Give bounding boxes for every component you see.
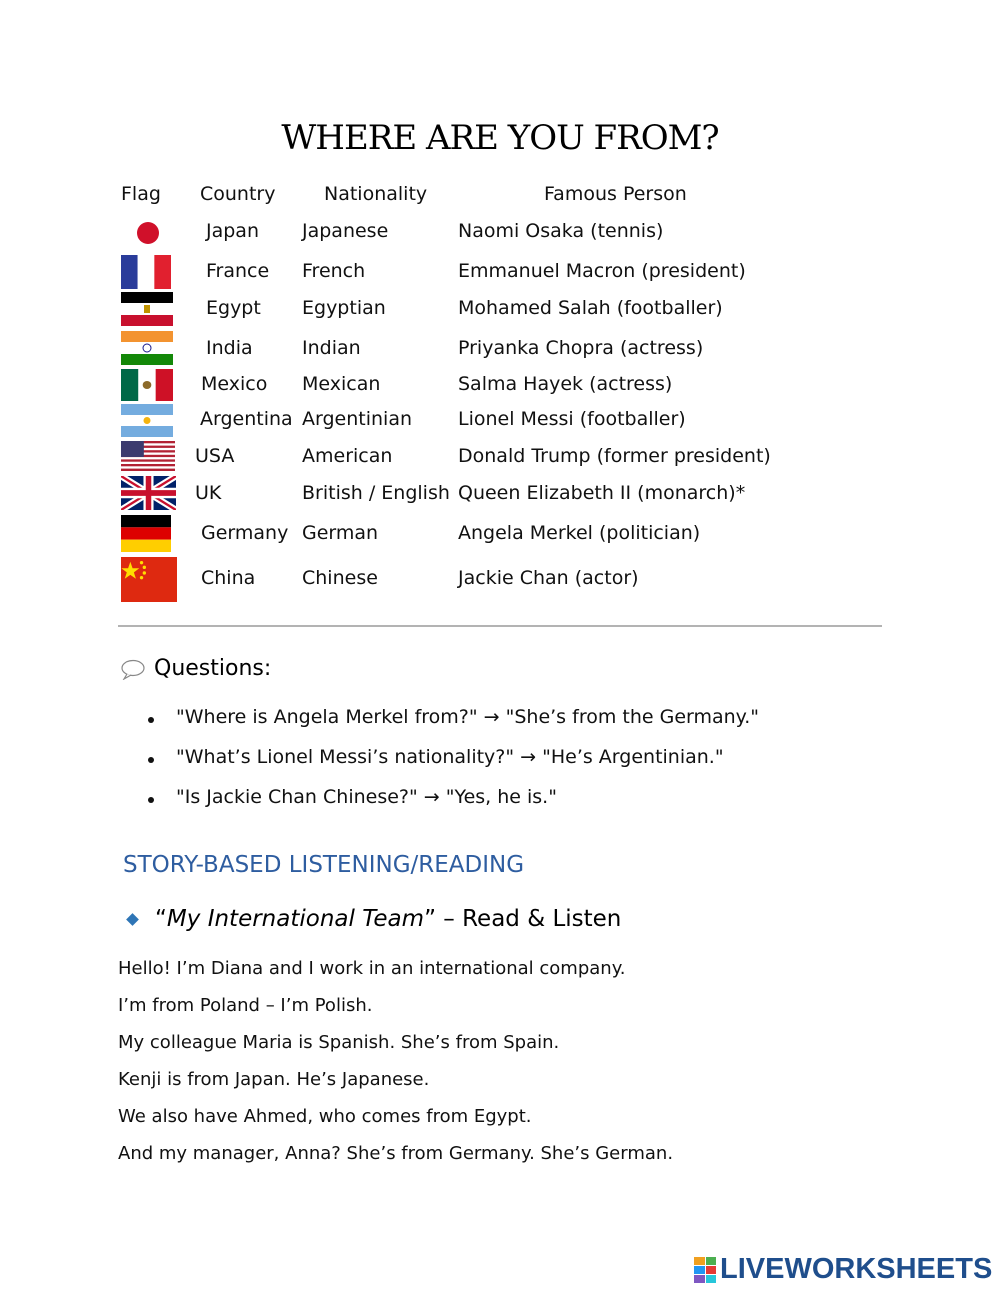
header-nationality: Nationality [324, 183, 428, 205]
uk-flag-icon [121, 476, 176, 510]
india-flag-icon [121, 331, 173, 365]
country-cell: Germany [201, 522, 289, 544]
logo-mark-icon [694, 1257, 716, 1283]
famous-person-cell: Lionel Messi (footballer) [458, 408, 686, 430]
china-flag-icon [121, 557, 177, 602]
section-title: STORY-BASED LISTENING/READING [123, 852, 525, 878]
logo-text: LIVEWORKSHEETS [720, 1253, 993, 1285]
story-heading [128, 906, 621, 932]
nationality-cell: French [302, 260, 366, 282]
famous-person-cell: Emmanuel Macron (president) [458, 260, 746, 282]
story-line: Kenji is from Japan. He’s Japanese. [118, 1069, 430, 1090]
page-title: WHERE ARE YOU FROM? [281, 118, 719, 158]
table-row [0, 556, 1000, 596]
nationality-cell: German [302, 522, 379, 544]
germany-flag-icon [121, 515, 171, 552]
question-text: "Is Jackie Chan Chinese?" → "Yes, he is." [176, 786, 557, 808]
nationality-cell: Egyptian [302, 297, 386, 319]
story-heading-rest: – Read & Listen [435, 906, 622, 932]
famous-person-cell: Queen Elizabeth II (monarch)* [458, 482, 746, 504]
table-row [0, 255, 1000, 295]
country-cell: UK [195, 482, 222, 504]
liveworksheets-logo [694, 1253, 992, 1286]
mexico-flag-icon [121, 369, 173, 401]
questions-heading [120, 656, 271, 681]
argentina-flag-icon [121, 404, 173, 437]
story-line: We also have Ahmed, who comes from Egypt. [118, 1106, 532, 1127]
header-country: Country [200, 183, 276, 205]
famous-person-cell: Salma Hayek (actress) [458, 373, 673, 395]
question-text: "What’s Lionel Messi’s nationality?" → "He’s Argentinian." [176, 746, 724, 768]
table-row [0, 440, 1000, 480]
section-divider [118, 625, 882, 627]
diamond-bullet-icon [126, 913, 139, 926]
story-line: And my manager, Anna? She’s from Germany. She’s German. [118, 1143, 674, 1164]
nationality-cell: American [302, 445, 393, 467]
country-cell: Japan [206, 220, 259, 242]
table-row [0, 476, 1000, 516]
nationality-cell: Argentinian [302, 408, 413, 430]
table-row [0, 216, 1000, 256]
speech-bubble-icon [120, 658, 146, 680]
table-row [0, 331, 1000, 371]
header-famous-person: Famous Person [544, 183, 687, 205]
famous-person-cell: Priyanka Chopra (actress) [458, 337, 704, 359]
france-flag-icon [121, 255, 171, 289]
questions-title: Questions: [154, 656, 272, 681]
nationality-cell: Mexican [302, 373, 381, 395]
famous-person-cell: Donald Trump (former president) [458, 445, 771, 467]
story-text [118, 958, 673, 1180]
famous-person-cell: Jackie Chan (actor) [458, 567, 639, 589]
country-cell: Egypt [206, 297, 261, 319]
famous-person-cell: Angela Merkel (politician) [458, 522, 701, 544]
famous-person-cell: Mohamed Salah (footballer) [458, 297, 723, 319]
nationality-cell: Japanese [302, 220, 389, 242]
quote-close: ” [424, 906, 436, 932]
country-cell: India [206, 337, 253, 359]
famous-person-cell: Naomi Osaka (tennis) [458, 220, 664, 242]
story-line: My colleague Maria is Spanish. She’s from Spain. [118, 1032, 560, 1053]
story-line: Hello! I’m Diana and I work in an international company. [118, 958, 626, 979]
question-text: "Where is Angela Merkel from?" → "She’s from the Germany." [176, 706, 759, 728]
table-row [0, 369, 1000, 409]
country-cell: USA [195, 445, 235, 467]
egypt-flag-icon [121, 292, 173, 326]
table-row [0, 514, 1000, 554]
table-row [0, 404, 1000, 444]
header-flag: Flag [121, 183, 161, 205]
usa-flag-icon [121, 441, 175, 471]
quote-open: “ [155, 906, 167, 932]
country-cell: China [201, 567, 256, 589]
country-cell: Argentina [200, 408, 293, 430]
country-cell: Mexico [201, 373, 268, 395]
table-row [0, 293, 1000, 333]
japan-flag-icon [121, 217, 173, 249]
bullet-icon [148, 757, 154, 763]
nationality-cell: Chinese [302, 567, 378, 589]
bullet-icon [148, 797, 154, 803]
nationality-cell: British / English [302, 482, 450, 504]
story-line: I’m from Poland – I’m Polish. [118, 995, 373, 1016]
nationality-cell: Indian [302, 337, 361, 359]
bullet-icon [148, 717, 154, 723]
country-cell: France [206, 260, 270, 282]
story-title: My International Team [166, 906, 425, 932]
